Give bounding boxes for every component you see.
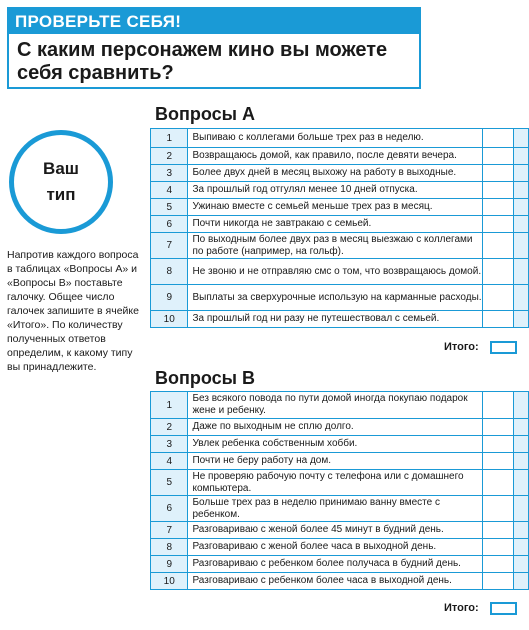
table-row [151,436,529,453]
question-number: 8 [151,539,188,556]
section-a-total-box[interactable] [490,341,517,354]
row-end-cell [514,539,529,556]
header-question-line2: себя сравнить? [17,62,174,84]
question-number: 8 [151,259,188,285]
answer-checkbox-cell[interactable] [482,148,513,165]
table-row [151,182,529,199]
question-number: 7 [151,233,188,259]
row-end-cell [514,453,529,470]
question-number: 3 [151,165,188,182]
answer-checkbox-cell[interactable] [482,556,513,573]
question-number: 3 [151,436,188,453]
answer-checkbox-cell[interactable] [482,216,513,233]
question-text: За прошлый год отгулял менее 10 дней отпуска. [188,182,482,199]
question-text: Без всякого повода по пути домой иногда покупаю подарок жене и ребенку. [188,392,482,419]
instruction-text: Напротив каждого вопроса в таблицах «Вопросы А» и «Вопросы В» поставьте галочку. Общее число галочек запишите в ячейке «Итого». По количеству полученных ответов определим, к какому типу вы принадлежите. [7,249,139,373]
table-row [151,573,529,590]
header-question [9,34,419,85]
answer-checkbox-cell[interactable] [482,419,513,436]
row-end-cell [514,419,529,436]
section-b-total-label: Итого: [444,602,479,614]
row-end-cell [514,436,529,453]
question-number: 2 [151,419,188,436]
row-end-cell [514,573,529,590]
table-row [151,539,529,556]
answer-checkbox-cell[interactable] [482,453,513,470]
row-end-cell [514,199,529,216]
answer-checkbox-cell[interactable] [482,392,513,419]
question-number: 7 [151,522,188,539]
question-text: Возвращаюсь домой, как правило, после девяти вечера. [188,148,482,165]
table-row [151,199,529,216]
row-end-cell [514,392,529,419]
your-type-circle [9,130,113,234]
answer-checkbox-cell[interactable] [482,129,513,148]
question-number: 1 [151,129,188,148]
question-text: Увлек ребенка собственным хобби. [188,436,482,453]
question-text: За прошлый год ни разу не путешествовал с семьей. [188,311,482,328]
question-number: 5 [151,470,188,496]
table-row [151,233,529,259]
table-row [151,259,529,285]
row-end-cell [514,470,529,496]
answer-checkbox-cell[interactable] [482,496,513,522]
answer-checkbox-cell[interactable] [482,539,513,556]
row-end-cell [514,129,529,148]
question-text: Выпиваю с коллегами больше трех раз в неделю. [188,129,482,148]
question-text: Выплаты за сверхурочные использую на карманные расходы. [188,285,482,311]
question-text: Разговариваю с ребенком более получаса в будний день. [188,556,482,573]
table-row [151,165,529,182]
question-number: 4 [151,453,188,470]
answer-checkbox-cell[interactable] [482,182,513,199]
table-row [151,470,529,496]
question-text: Более двух дней в месяц выхожу на работу в выходные. [188,165,482,182]
section-b-title: Вопросы В [155,368,256,388]
table-row [151,453,529,470]
question-number: 9 [151,556,188,573]
question-text: Разговариваю с женой более часа в выходной день. [188,539,482,556]
row-end-cell [514,311,529,328]
table-row [151,522,529,539]
answer-checkbox-cell[interactable] [482,165,513,182]
answer-checkbox-cell[interactable] [482,259,513,285]
question-number: 6 [151,216,188,233]
question-text: Почти не беру работу на дом. [188,453,482,470]
header-label: ПРОВЕРЬТЕ СЕБЯ! [9,9,419,34]
table-row [151,216,529,233]
table-row [151,285,529,311]
answer-checkbox-cell[interactable] [482,199,513,216]
row-end-cell [514,259,529,285]
circle-line2: тип [46,185,76,204]
question-text: По выходным более двух раз в месяц выезжаю с коллегами по работе (например, на гольф). [188,233,482,259]
answer-checkbox-cell[interactable] [482,522,513,539]
question-number: 5 [151,199,188,216]
row-end-cell [514,233,529,259]
question-number: 10 [151,573,188,590]
questions-b-table [150,391,529,590]
row-end-cell [514,556,529,573]
circle-line1: Ваш [43,159,79,178]
section-a-total-label: Итого: [444,341,479,353]
header-question-line1: С каким персонажем кино вы можете [17,39,388,61]
table-row [151,419,529,436]
questions-a-table [150,128,529,328]
quiz-header [7,7,421,89]
answer-checkbox-cell[interactable] [482,470,513,496]
question-text: Почти никогда не завтракаю с семьей. [188,216,482,233]
question-number: 4 [151,182,188,199]
table-row [151,129,529,148]
row-end-cell [514,182,529,199]
answer-checkbox-cell[interactable] [482,285,513,311]
row-end-cell [514,165,529,182]
question-text: Разговариваю с женой более 45 минут в будний день. [188,522,482,539]
table-row [151,556,529,573]
question-text: Больше трех раз в неделю принимаю ванну вместе с ребенком. [188,496,482,522]
question-number: 10 [151,311,188,328]
question-text: Не проверяю рабочую почту с телефона или с домашнего компьютера. [188,470,482,496]
section-a-title: Вопросы А [155,104,256,124]
question-text: Не звоню и не отправляю смс о том, что возвращаюсь домой. [188,259,482,285]
table-row [151,311,529,328]
question-number: 6 [151,496,188,522]
question-text: Разговариваю с ребенком более часа в выходной день. [188,573,482,590]
question-number: 2 [151,148,188,165]
row-end-cell [514,496,529,522]
table-row [151,496,529,522]
row-end-cell [514,148,529,165]
answer-checkbox-cell[interactable] [482,573,513,590]
table-row [151,148,529,165]
row-end-cell [514,285,529,311]
answer-checkbox-cell[interactable] [482,311,513,328]
question-text: Ужинаю вместе с семьей меньше трех раз в месяц. [188,199,482,216]
row-end-cell [514,522,529,539]
section-b-total-box[interactable] [490,602,517,615]
answer-checkbox-cell[interactable] [482,233,513,259]
answer-checkbox-cell[interactable] [482,436,513,453]
question-number: 1 [151,392,188,419]
question-number: 9 [151,285,188,311]
row-end-cell [514,216,529,233]
table-row [151,392,529,419]
question-text: Даже по выходным не сплю долго. [188,419,482,436]
